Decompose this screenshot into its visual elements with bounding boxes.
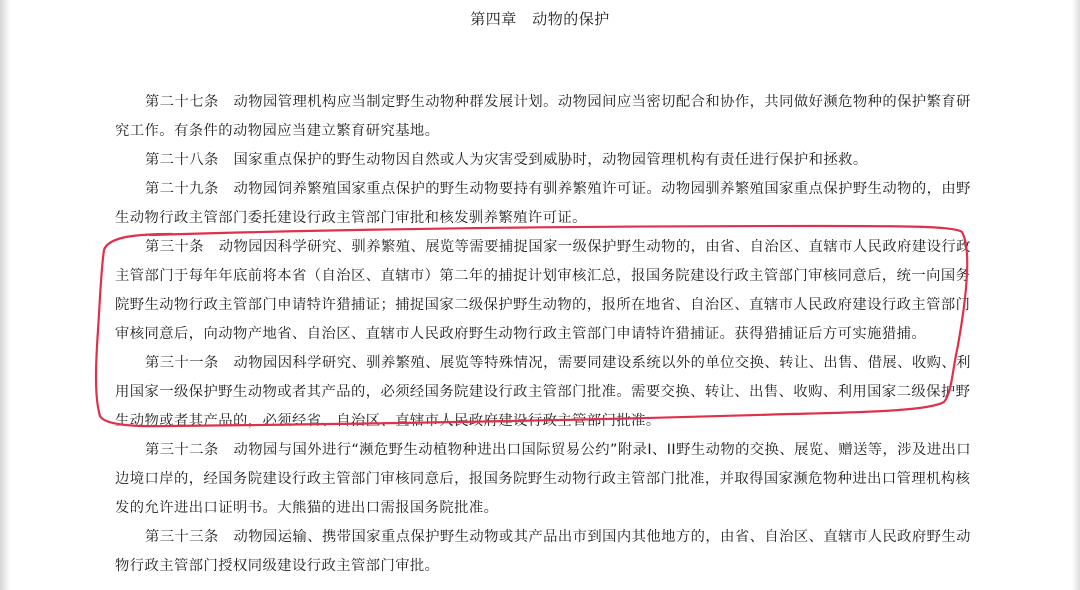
article-27: [115, 88, 975, 146]
article-line: 发的允许进出口证明书。大熊猫的进出口需报国务院批准。: [115, 500, 499, 516]
article-line: 院野生动物行政主管部门申请特许猎捕证；捕捉国家二级保护野生动物的，报所在地省、自治区、直辖市人民政府建设行政主管部门: [115, 297, 971, 313]
article-line: 物行政主管部门授权同级建设行政主管部门审批。: [115, 558, 440, 574]
article-line: 究工作。有条件的动物园应当建立繁育研究基地。: [115, 123, 440, 139]
article-line: 第二十八条 国家重点保护的野生动物因自然或人为灾害受到威胁时，动物园管理机构有责任进行保护和拯救。: [145, 152, 868, 168]
article-31: [115, 349, 975, 436]
article-line: 用国家一级保护野生动物或者其产品的，必须经国务院建设行政主管部门批准。需要交换、转让、出售、收购、利用国家二级保护野: [115, 384, 971, 400]
article-32: [115, 436, 975, 523]
article-line: 第二十九条 动物园饲养繁殖国家重点保护的野生动物要持有驯养繁殖许可证。动物园驯养繁殖国家重点保护野生动物的，由野: [145, 181, 971, 197]
article-line: 边境口岸的，经国务院建设行政主管部门审核同意后，报国务院野生动物行政主管部门批准，并取得国家濒危物种进出口管理机构核: [115, 471, 971, 487]
page-shadow-left: [0, 0, 10, 590]
article-line: 第三十二条 动物园与国外进行“濒危野生动植物种进出口国际贸易公约”附录I、II野生动物的交换、展览、赠送等，涉及进出口: [145, 442, 972, 458]
chapter-title: 第四章 动物的保护: [470, 10, 610, 28]
page-shadow-right: [1072, 0, 1080, 590]
article-line: 第三十条 动物园因科学研究、驯养繁殖、展览等需要捕捉国家一级保护野生动物的，由省、自治区、直辖市人民政府建设行政: [145, 239, 971, 255]
article-33: [115, 523, 975, 581]
article-28: [115, 146, 975, 175]
article-line: 主管部门于每年年底前将本省（自治区、直辖市）第二年的捕捉计划审核汇总，报国务院建设行政主管部门审核同意后，统一向国务: [115, 268, 971, 284]
article-line: 第三十三条 动物园运输、携带国家重点保护野生动物或其产品出市到国内其他地方的，由省、自治区、直辖市人民政府野生动: [145, 529, 971, 545]
article-line: 生动物或者其产品的，必须经省、自治区、直辖市人民政府建设行政主管部门批准。: [115, 413, 661, 429]
article-30: [115, 233, 975, 349]
article-line: 审核同意后，向动物产地省、自治区、直辖市人民政府野生动物行政主管部门申请特许猎捕证。获得猎捕证后方可实施猎捕。: [115, 326, 927, 342]
article-line: 第三十一条 动物园因科学研究、驯养繁殖、展览等特殊情况，需要同建设系统以外的单位交换、转让、出售、借展、收购、利: [145, 355, 971, 371]
article-29: [115, 175, 975, 233]
article-line: 生动物行政主管部门委托建设行政主管部门审批和核发驯养繁殖许可证。: [115, 210, 587, 226]
article-line: 第二十七条 动物园管理机构应当制定野生动物种群发展计划。动物园间应当密切配合和协作，共同做好濒危物种的保护繁育研: [145, 94, 971, 110]
